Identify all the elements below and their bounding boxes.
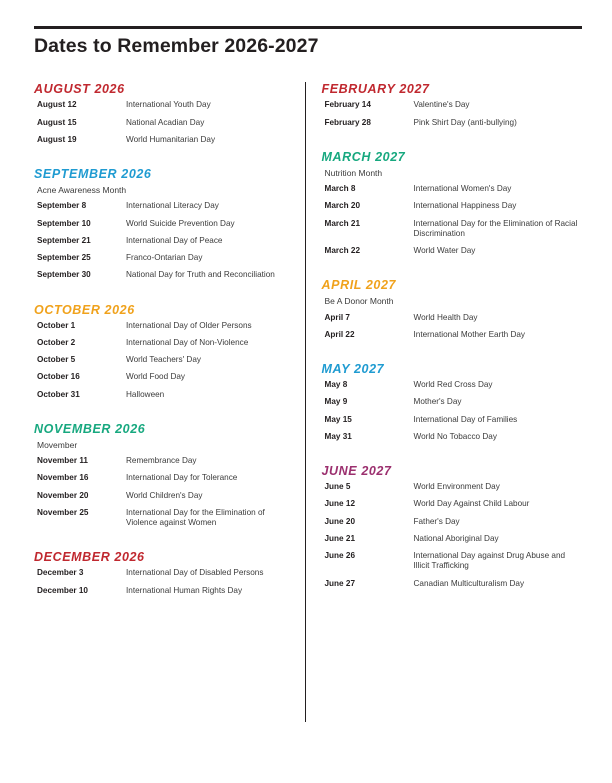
entry-name: International Youth Day [126, 100, 211, 110]
month-block-june [322, 464, 583, 589]
list-item [322, 201, 583, 211]
month-heading-november: NOVEMBER 2026 [34, 421, 146, 436]
entry-name: International Day for Tolerance [126, 473, 238, 483]
entry-date: August 12 [37, 100, 77, 110]
list-item [322, 184, 583, 194]
entry-date: June 27 [324, 578, 355, 588]
entry-date: April 22 [324, 329, 355, 339]
list-item [34, 456, 295, 466]
list-item [322, 499, 583, 509]
month-heading-december: DECEMBER 2026 [34, 550, 145, 565]
list-item [34, 100, 295, 110]
list-item [34, 219, 295, 229]
right-column [320, 82, 583, 722]
title-top-rule [34, 26, 582, 29]
month-heading-march: MARCH 2027 [321, 149, 406, 164]
list-item [34, 586, 295, 596]
entry-date: October 5 [37, 355, 76, 365]
entry-date: June 26 [324, 551, 355, 561]
list-item [322, 579, 583, 589]
list-item [322, 397, 583, 407]
entry-date: September 30 [37, 270, 91, 280]
month-heading-may: MAY 2027 [321, 362, 385, 377]
entry-name: International Day of Families [413, 414, 518, 424]
entry-date: February 28 [324, 117, 371, 127]
entry-date: September 10 [37, 218, 91, 228]
list-item [34, 253, 295, 263]
entry-date: June 20 [324, 516, 355, 526]
list-item [322, 118, 583, 128]
entry-date: February 14 [324, 100, 371, 110]
entry-name: International Day of Peace [126, 235, 223, 245]
list-item [322, 330, 583, 340]
list-item [34, 372, 295, 382]
month-heading-june: JUNE 2027 [321, 464, 392, 479]
entry-date: November 25 [37, 507, 89, 517]
entry-name: International Day against Drug Abuse and Illicit Trafficking [413, 551, 566, 571]
entry-date: September 25 [37, 253, 91, 263]
entry-date: November 11 [37, 456, 88, 466]
entry-date: October 16 [37, 372, 80, 382]
entry-name: Halloween [126, 389, 165, 399]
entry-date: June 21 [324, 533, 355, 543]
entry-name: World Humanitarian Day [126, 134, 216, 144]
entry-name: World Health Day [413, 312, 478, 322]
entry-name: National Day for Truth and Reconciliation [126, 270, 275, 280]
list-item [322, 534, 583, 544]
entry-date: June 5 [324, 482, 351, 492]
list-item [322, 517, 583, 527]
entry-name: International Day of Disabled Persons [126, 568, 264, 578]
month-heading-february: FEBRUARY 2027 [321, 82, 430, 97]
list-item [322, 313, 583, 323]
entry-date: March 20 [324, 201, 360, 211]
entry-name: International Literacy Day [126, 201, 219, 211]
list-item [322, 100, 583, 110]
entry-name: World Suicide Prevention Day [126, 218, 235, 228]
entry-name: International Day of Older Persons [126, 320, 252, 330]
list-item [322, 482, 583, 492]
entry-name: International Day for the Elimination of Violence against Women [126, 507, 265, 528]
list-item [34, 508, 295, 529]
entry-date: March 8 [324, 184, 356, 194]
entry-name: International Day for the Elimination of Racial Discrimination [413, 218, 578, 238]
entry-name: National Aboriginal Day [413, 533, 499, 543]
entry-name: Pink Shirt Day (anti-bullying) [413, 117, 517, 127]
month-block-march [322, 150, 583, 256]
entry-name: International Day of Non-Violence [126, 337, 249, 347]
entry-name: World Day Against Child Labour [413, 499, 530, 509]
month-note-april: Be A Donor Month [324, 296, 394, 307]
list-item [34, 355, 295, 365]
entry-date: December 10 [37, 585, 88, 595]
list-item [34, 390, 295, 400]
entry-date: November 16 [37, 473, 89, 483]
entry-name: International Happiness Day [413, 201, 517, 211]
entry-name: World Water Day [413, 246, 476, 256]
entry-name: International Women's Day [413, 184, 512, 194]
entry-date: September 8 [37, 201, 87, 211]
entry-name: Canadian Multiculturalism Day [413, 578, 525, 588]
calendar-columns [34, 82, 582, 722]
entry-date: May 15 [324, 414, 352, 424]
list-item [34, 321, 295, 331]
list-item [322, 380, 583, 390]
entry-date: December 3 [37, 568, 84, 578]
entry-date: October 31 [37, 389, 80, 399]
entry-name: World Environment Day [413, 482, 500, 492]
list-item [34, 338, 295, 348]
list-item [322, 219, 583, 240]
entry-date: March 21 [324, 218, 360, 228]
entry-date: May 9 [324, 397, 348, 407]
list-item [322, 551, 583, 572]
entry-name: World Red Cross Day [413, 380, 493, 390]
entry-name: Mother's Day [413, 397, 462, 407]
entry-name: Franco-Ontarian Day [126, 253, 203, 263]
entry-name: Remembrance Day [126, 456, 197, 466]
month-block-august [34, 82, 295, 145]
entry-date: May 31 [324, 431, 352, 441]
entry-date: August 15 [37, 117, 77, 127]
entry-date: April 7 [324, 312, 350, 322]
entry-date: September 21 [37, 235, 91, 245]
month-note-september: Acne Awareness Month [37, 185, 127, 196]
list-item [34, 118, 295, 128]
page-title: Dates to Remember 2026-2027 [34, 35, 319, 57]
entry-date: May 8 [324, 380, 348, 390]
entry-name: World Teachers' Day [126, 355, 201, 365]
month-block-november [34, 422, 295, 528]
month-block-february [322, 82, 583, 128]
entry-date: August 19 [37, 134, 77, 144]
entry-name: International Mother Earth Day [413, 329, 525, 339]
month-block-december [34, 550, 295, 596]
list-item [34, 568, 295, 578]
entry-date: October 1 [37, 320, 76, 330]
month-block-april [322, 278, 583, 340]
left-column [34, 82, 305, 722]
entry-name: World Food Day [126, 372, 186, 382]
list-item [34, 491, 295, 501]
month-heading-october: OCTOBER 2026 [34, 302, 135, 317]
entry-name: Valentine's Day [413, 100, 470, 110]
month-block-september [34, 167, 295, 280]
month-block-may [322, 362, 583, 442]
month-heading-april: APRIL 2027 [321, 278, 397, 293]
list-item [34, 236, 295, 246]
list-item [34, 201, 295, 211]
month-note-march: Nutrition Month [324, 167, 383, 178]
month-heading-august: AUGUST 2026 [34, 82, 125, 97]
list-item [322, 432, 583, 442]
entry-date: June 12 [324, 499, 355, 509]
list-item [34, 473, 295, 483]
list-item [322, 246, 583, 256]
month-block-october [34, 303, 295, 400]
entry-name: World Children's Day [126, 490, 203, 500]
month-heading-september: SEPTEMBER 2026 [34, 167, 152, 182]
entry-name: Father's Day [413, 516, 460, 526]
list-item [34, 270, 295, 280]
entry-date: November 20 [37, 490, 89, 500]
list-item [322, 415, 583, 425]
column-divider [305, 82, 306, 722]
month-note-november: Movember [37, 439, 78, 450]
entry-date: October 2 [37, 337, 76, 347]
list-item [34, 135, 295, 145]
entry-date: March 22 [324, 246, 360, 256]
entry-name: World No Tobacco Day [413, 431, 497, 441]
entry-name: International Human Rights Day [126, 585, 243, 595]
entry-name: National Acadian Day [126, 117, 205, 127]
